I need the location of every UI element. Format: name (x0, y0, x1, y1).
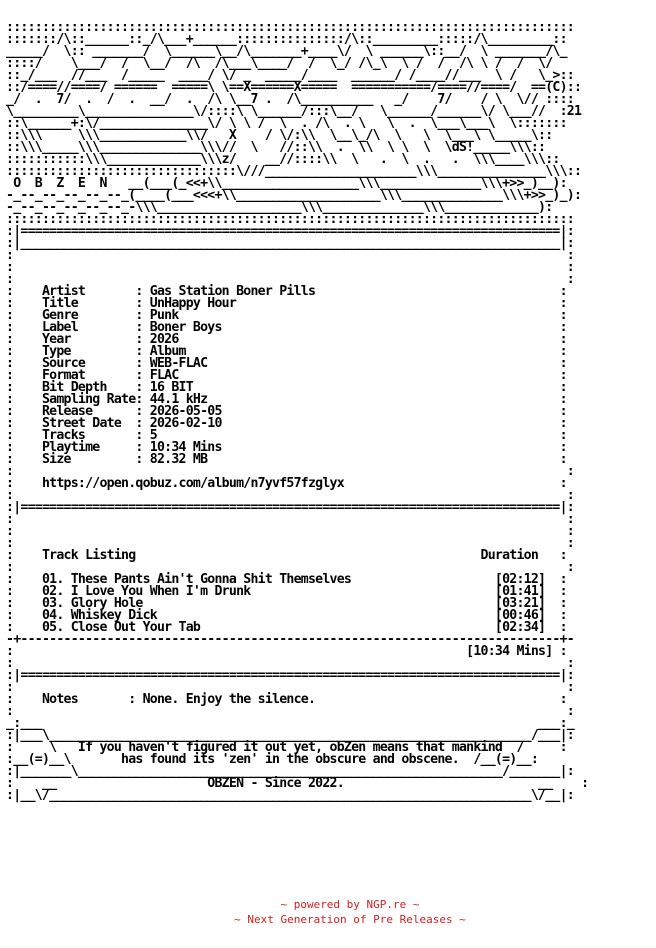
banner-line: ::::/ \___/ / \__/ /\ /\___\____/ / \_/ /\_\ \ / / /\ \ / / \/ (6, 56, 560, 71)
banner-line: O B Z E N __(___(_<<+\\___________________\\\______________\\\+>>_)__): (6, 176, 567, 191)
banner-line: -_--_--_--_--_--_(____(___<<<+\\____________________\\\______________\\\+>>_)_): (6, 188, 582, 203)
track-row: : 02. I Love You When I'm Drunk [01:41] : (6, 584, 567, 599)
divider: -+---------------------------------------------------------------------------+- (6, 632, 574, 647)
album-url: : https://open.qobuz.com/album/n7yvf57fzglyx : (6, 476, 567, 491)
nfo-line: : : (6, 680, 574, 695)
divider: :|___________________________________________________________________________|: (6, 236, 574, 251)
info-row-title: : Title : UnHappy Hour : (6, 296, 567, 311)
info-row-artist: : Artist : Gas Station Boner Pills : (6, 284, 567, 299)
nfo-line: : : (6, 260, 574, 275)
divider: :|===========================================================================|: (6, 224, 574, 239)
nfo-line: : : (6, 656, 574, 671)
nfo-line: : : (6, 512, 574, 527)
banner-line: ::::::::::::::::::::::::::::::::::::::::::::::::::::::::::::::::::::::::::::::: (6, 20, 574, 35)
tagline-1: : \ If you haven't figured it out yet, obZen means that mankind / : (6, 740, 567, 755)
info-row-streetdate: : Street Date : 2026-02-10 : (6, 416, 567, 431)
track-row: : 01. These Pants Ain't Gonna Shit Themselves [02:12] : (6, 572, 567, 587)
divider: :|__\/___________________________________________________________________\/__|: (6, 788, 574, 803)
banner-line: -_--_--_--_--_--_-\\\____________________\\\______________\\\_____________): (6, 200, 553, 215)
nfo-line: : : (6, 560, 574, 575)
nfo-document (6, 22, 588, 802)
info-row-year: : Year : 2026 : (6, 332, 567, 347)
info-row-release: : Release : 2026-05-05 : (6, 404, 567, 419)
banner-line: :::::::/\::______::_/\___+______:::::::::::::::/\::_________:::::/\_________:: (6, 32, 567, 47)
info-row-source: : Source : WEB-FLAC : (6, 356, 567, 371)
banner-line: _____/ \:: _______/ \______\__/\_______+____\/ \ ______\::__/ \ _______/\_ (6, 44, 567, 59)
banner-line: ::/====//====/ ====== =====\ \==X======X===== ===========/====//====/ ==(C):: (6, 80, 582, 95)
tracklist-heading: : Track Listing Duration : (6, 548, 567, 563)
tagline-2: :__(=)__\ has found its 'zen' in the obscure and obscene. /__(=)__: (6, 752, 539, 767)
footer-powered-by: ~ powered by NGP.re ~ (280, 898, 420, 911)
divider: :|___\___________________________________________________________________/___|: (6, 728, 574, 743)
banner-line: ::::::::::::::::::::::::::::::::\///_____________________\\\_______________\\\:: (6, 164, 582, 179)
divider: :|_______\___________________________________________________________/_______|: (6, 764, 574, 779)
info-row-tracks: : Tracks : 5 : (6, 428, 567, 443)
info-row-format: : Format : FLAC : (6, 368, 567, 383)
nfo-line: : : (6, 464, 574, 479)
divider: :|===========================================================================|: (6, 500, 574, 515)
nfo-line: : : (6, 704, 574, 719)
info-row-samplerate: : Sampling Rate: 44.1 kHz : (6, 392, 567, 407)
info-row-bitdepth: : Bit Depth : 16 BIT : (6, 380, 567, 395)
divider: _:___ ___:_ (6, 716, 574, 731)
banner-line: _/ . 7/ . / . __/ . /\ \__7 . /\__________ _/ 7/ / \ \// :::: (6, 92, 574, 107)
nfo-line: : : (6, 248, 574, 263)
total-duration: : [10:34 Mins] : (6, 644, 567, 659)
track-row: : 05. Close Out Your Tab [02:34] : (6, 620, 567, 635)
notes-row: : Notes : None. Enjoy the silence. : (6, 692, 567, 707)
info-row-size: : Size : 82.32 MB : (6, 452, 567, 467)
info-row-playtime: : Playtime : 10:34 Mins : (6, 440, 567, 455)
footer-next-generation: ~ Next Generation of Pre Releases ~ (234, 913, 466, 926)
banner-line: ::\\\_____\\\______________\\\// \ //::\\ . \\ \ \ \ \dS!_____\\\:: (6, 140, 546, 155)
info-row-type: : Type : Album : (6, 344, 567, 359)
track-row: : 03. Glory Hole [03:21] : (6, 596, 567, 611)
nfo-line: : : (6, 272, 574, 287)
divider: ::::::::::::::::::::::::::::::::::::::::::::::::::::::::::::::::::::::::::::::: (6, 212, 574, 227)
banner-line: ::\______+:\/_______________\/ \ \ / \ . /\ . \ \ . \___\___\ \::::::: (6, 116, 567, 131)
info-row-label: : Label : Boner Boys : (6, 320, 567, 335)
track-row: : 04. Whiskey Dick [00:46] : (6, 608, 567, 623)
banner-line: :::::::::::\\\_____________\\\z/ __//::::\\ \ . \ . . \\\____\\\:: (6, 152, 560, 167)
banner-line: \_________\_______________\/::::\ \______/:::\__/ \______/______\/ \___// :21 (6, 104, 582, 119)
banner-line: ::_/___ //___ /_____ ____/ \/ _ _____/____ ______/ /____//___ \ / \_>:: (6, 68, 574, 83)
banner-line: ::\\\ \\\____________\\/ X / \/:\\ \__\_/\ \ \ \___\ \_____\:: (6, 128, 553, 143)
signoff: : __ OBZEN - Since 2022. __ : (6, 776, 589, 791)
info-row-genre: : Genre : Punk : (6, 308, 567, 323)
nfo-line: : : (6, 536, 574, 551)
divider: :|===========================================================================|: (6, 668, 574, 683)
nfo-line: : : (6, 488, 574, 503)
nfo-line: : : (6, 524, 574, 539)
